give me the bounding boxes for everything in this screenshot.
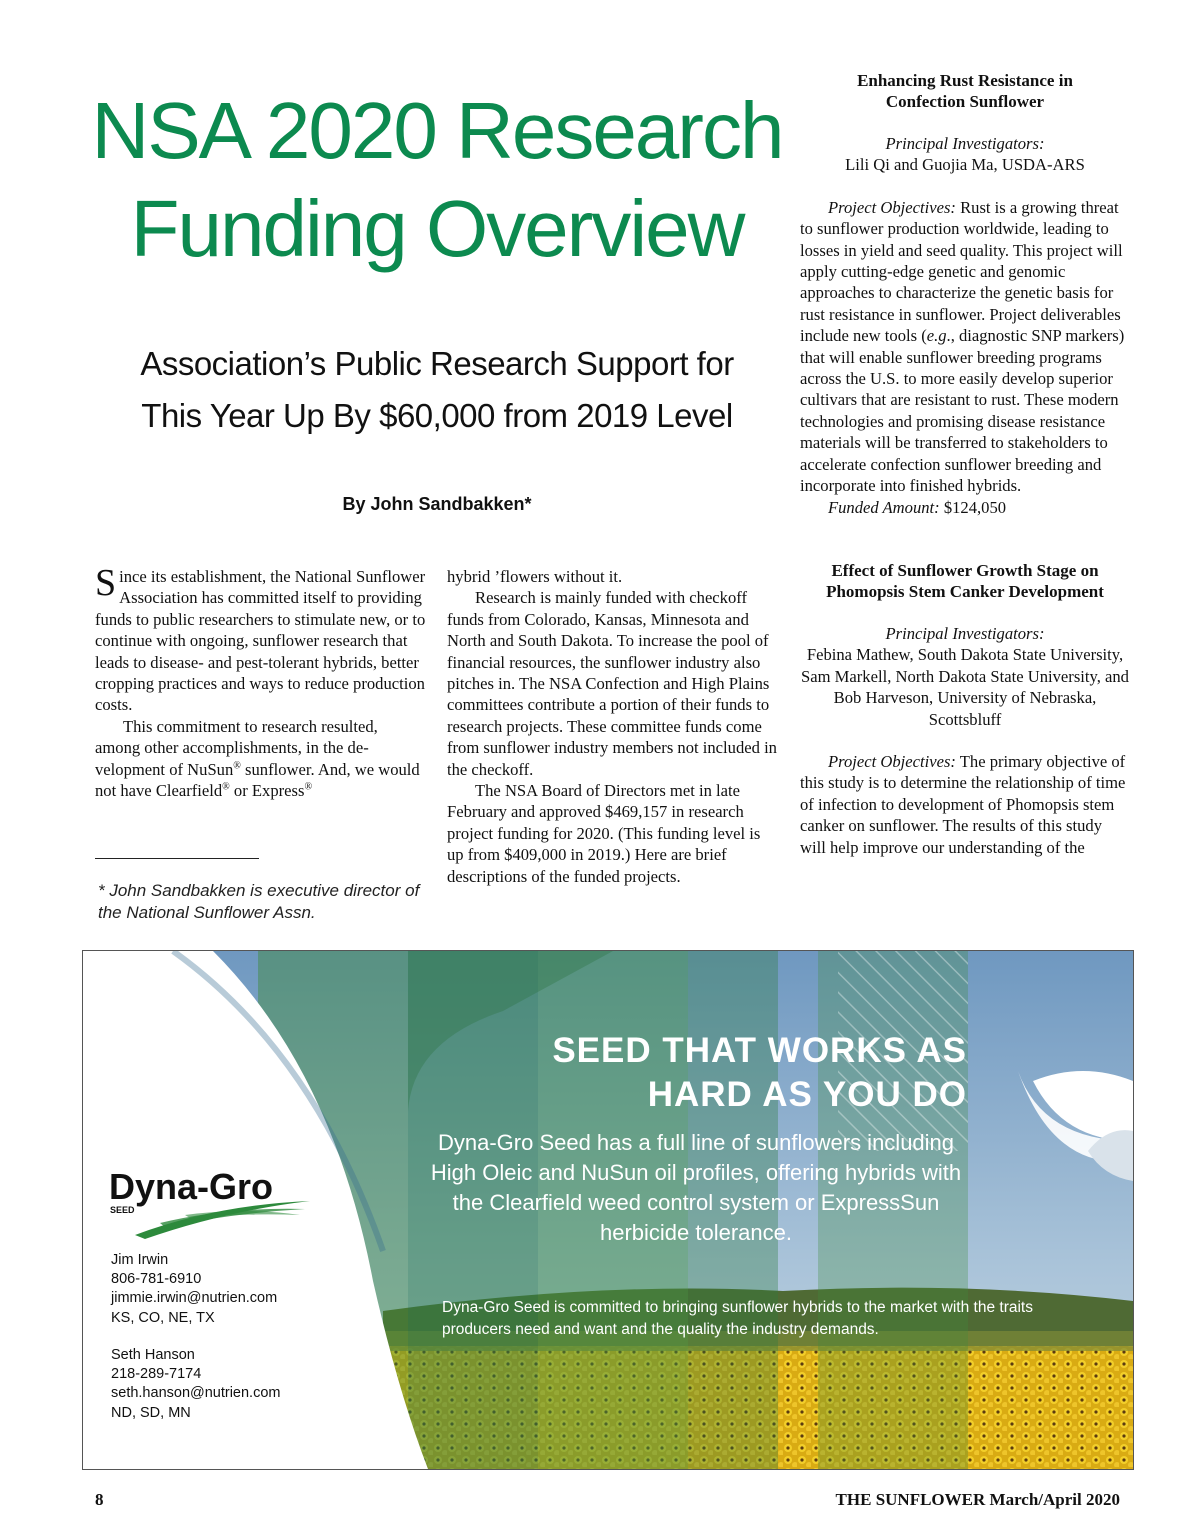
registered-mark: ® (304, 781, 313, 793)
pi-names: Lili Qi and Guojia Ma, USDA-ARS (845, 155, 1085, 175)
contact-name: Seth Hanson (111, 1347, 195, 1363)
footnote-divider (95, 858, 259, 859)
objectives-text: ., diagnostic SNP markers) that will enable sunflower breeding programs across the U.S. to more easily develop superior cultivars that are resistant to rust. These modern technologies and promising disease resistance materials will be transferred to stakeholders to accelerate confection sunflower breeding and incorporate into finished hybrids. (800, 326, 1125, 496)
ad-body-text: Dyna-Gro Seed has a full line of sunflowers including High Oleic and NuSun oil profiles, offering hybrids with the Clearfield weed control system or ExpressSun herbicide tolerance. (430, 1130, 962, 1245)
author-footnote: * John Sandbakken is executive director of the National Sunflower Assn. (98, 881, 420, 922)
ad-headline (447, 1029, 967, 1117)
logo-seed-label: SEED (110, 1205, 135, 1215)
registered-mark: ® (233, 760, 241, 772)
pi-label: Principal Investigators: (885, 134, 1045, 153)
contact-email: seth.hanson@nutrien.com (111, 1385, 281, 1402)
paragraph-text: ince its establishment, the National Sunflower Association has committed itself to providing funds to public researchers to stimulate new, or to continue with ongoing, sunflower research that leads to disease- and pest-tolerant hybrids, better cropping practices and ways to reduce production costs. (95, 567, 426, 715)
article-subtitle (82, 338, 792, 442)
article-column-2 (447, 566, 779, 887)
pi-names: Febina Mathew, South Dakota State University, Sam Markell, North Dakota State University, and Bob Harveson, University of Nebraska, Scottsbluff (801, 645, 1129, 729)
pi-label: Principal Investigators: (885, 623, 1045, 643)
project-heading (800, 560, 1130, 602)
headline-line: HARD AS YOU DO (647, 1075, 967, 1114)
page-number: 8 (95, 1490, 104, 1509)
title-line-2: Funding Overview (130, 184, 744, 273)
heading-line: Enhancing Rust Resistance in (857, 71, 1073, 90)
contact-phone: 806-781-6910 (111, 1271, 202, 1288)
logo-swoosh-icon (185, 1211, 300, 1218)
paragraph (95, 562, 427, 716)
contact-email: jimmie.irwin@nutrien.com (111, 1290, 278, 1307)
publication-footer: THE SUNFLOWER March/April 2020 (835, 1490, 1120, 1509)
paragraph: hybrid ’flowers without it. (447, 567, 623, 586)
paragraph: The NSA Board of Directors met in late February and approved $469,157 in research project funding for 2020. (This funding level is up from $409,000 in 2019.) Here are brief descriptions of the funded projects. (447, 781, 761, 886)
byline: By John Sandbakken* (342, 494, 532, 514)
paragraph: Research is mainly funded with checkoff funds from Colorado, Kansas, Minnesota and North and South Dakota. To increase the pool of financial resources, the sunflower industry also pitches in. The NSA Confection and High Plains committees contribute a portion of their funds to research projects. These committee funds come from sunflower industry members not included in the checkoff. (447, 588, 777, 779)
objectives-text: The primary objective of this study is to determine the relationship of time of infection to development of Phomopsis stem canker on sunflower. The results of this study will help improve our understanding of the (800, 751, 1126, 857)
objectives-label: Project Objectives: (828, 197, 956, 217)
subtitle-line-2: This Year Up By $60,000 from 2019 Level (141, 397, 733, 434)
headline-line: SEED THAT WORKS AS (552, 1031, 967, 1070)
objectives-label: Project Objectives: (828, 751, 956, 771)
funded-value: $124,050 (939, 497, 1007, 517)
paragraph-text: sunflower. And, we would not have Clearfield (95, 759, 420, 801)
title-line-1: NSA 2020 Research (91, 86, 783, 175)
subtitle-line-1: Association’s Public Research Support for (140, 345, 734, 382)
article-column-3 (800, 70, 1130, 858)
ad-commitment-text: Dyna-Gro Seed is committed to bringing sunflower hybrids to the market with the traits producers need and want and the quality the industry demands. (442, 1299, 1033, 1338)
heading-line: Phomopsis Stem Canker Development (826, 581, 1104, 601)
contact-phone: 218-289-7174 (111, 1366, 202, 1383)
dyna-gro-logo (105, 1165, 315, 1245)
contact-states: ND, SD, MN (111, 1404, 191, 1421)
heading-line: Confection Sunflower (885, 92, 1045, 111)
paragraph-text: This commitment to research resulted, among other accomplishments, in the development of NuSun (95, 716, 378, 779)
article-column-1 (95, 562, 427, 801)
project-heading (800, 70, 1130, 112)
dyna-gro-advertisement (82, 950, 1134, 1470)
funded-amount (800, 497, 1130, 518)
logo-wordmark: Dyna-Gro (109, 1166, 274, 1207)
paragraph-text: or Express (229, 781, 305, 801)
contact-name: Jim Irwin (111, 1252, 169, 1268)
contact-states: KS, CO, NE, TX (111, 1309, 215, 1326)
contact-block (111, 1346, 371, 1423)
funded-label: Funded Amount: (828, 497, 940, 517)
project-objectives (800, 751, 1130, 858)
paragraph (95, 716, 427, 802)
objectives-text: Rust is a growing threat to sunflower production worldwide, leading to losses in yield and seed quality. This project will apply cutting-edge genetic and genomic approaches to characterize the genetic basis for rust resistance in sunflower. Project deliverables include new tools ( (800, 197, 1123, 346)
heading-line: Effect of Sunflower Growth Stage on (831, 560, 1099, 580)
drop-cap: S (95, 562, 117, 604)
article-title (82, 82, 792, 278)
project-objectives (800, 197, 1130, 497)
objectives-text: e.g (926, 326, 947, 346)
registered-mark: ® (222, 781, 230, 793)
contact-block (111, 1251, 371, 1328)
